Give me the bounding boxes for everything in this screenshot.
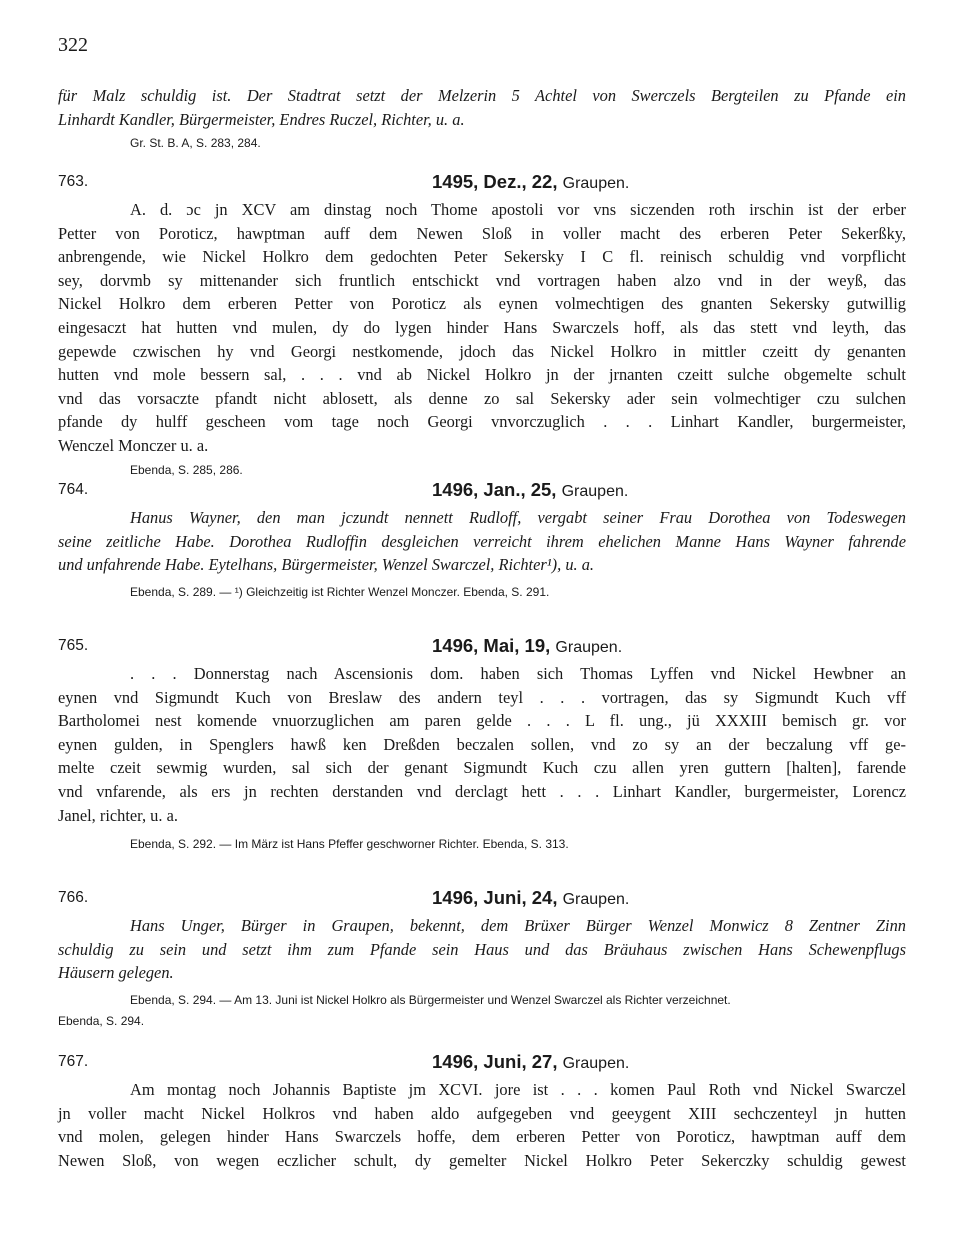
entry-line: . . . Donnerstag nach Ascensionis dom. haben sich Thomas Lyffen vnd Nickel Hewbner an [130, 664, 906, 683]
source-reference: Ebenda, S. 289. — ¹) Gleichzeitig ist Richter Wenzel Monczer. Ebenda, S. 291. [130, 585, 550, 599]
entry-line: hutten vnd mole bessern sal, . . . vnd ab Nickel Holkro jn der jrnanten czeitt sulche obgemelte schult [58, 365, 906, 385]
entry-line: Wenczel Monczer u. a. [58, 435, 209, 455]
entry-line: Petter von Poroticz, hawptman auff dem Newen Sloß in voller macht des erberen Peter Sekerßky, [58, 223, 906, 243]
entry-number: 766. [58, 889, 89, 906]
entry-place: Graupen. [562, 175, 630, 192]
entry-line: vnd molen, gelegen hinder Hans Swarczels hoffe, dem erberen Petter von Poroticz, hawptman auff dem [58, 1127, 906, 1147]
source-reference: Ebenda, S. 294. [58, 1014, 145, 1028]
entry-date-text: 1496, Jan., 25, [432, 479, 557, 500]
entry-line: anbrengende, wie Nickel Holkro dem gedochten Peter Sekersky I C fl. reinisch schuldig vnd vorpflicht [58, 247, 906, 267]
entry-line: Hans Unger, Bürger in Graupen, bekennt, dem Brüxer Bürger Wenzel Monwicz 8 Zentner Zinn [130, 916, 906, 935]
entry-date [432, 171, 629, 193]
entry-header [58, 889, 906, 915]
entry-date [432, 887, 629, 909]
entry-date-text: 1496, Juni, 24, [432, 887, 558, 908]
entry-place: Graupen. [562, 891, 630, 908]
entry-date-text: 1495, Dez., 22, [432, 171, 558, 192]
entry-body [58, 662, 906, 827]
entry-number: 764. [58, 481, 89, 498]
entry-line: Am montag noch Johannis Baptiste jm XCVI. jore ist . . . komen Paul Roth vnd Nickel Swarczel [130, 1080, 906, 1099]
entry-body [58, 198, 906, 458]
intro-line: für Malz schuldig ist. Der Stadtrat setzt der Melzerin 5 Achtel von Swerczels Bergteilen zu Pfande ein [58, 86, 906, 105]
entry-line: schuldig zu sein und setzt ihm zum Pfande sein Haus und das Bräuhaus zwischen Hans Schewenpflugs [58, 939, 906, 959]
intro-line: Linhardt Kandler, Bürgermeister, Endres Ruczel, Richter, u. a. [58, 109, 465, 129]
entry-line: pfande dy hulff gescheen vom tage noch Georgi vnvorczuglich . . . Linhart Kandler, burgermeister, [58, 412, 906, 432]
entry-line: Nickel Holkro dem erberen Petter von Poroticz als eynen volmechtigen des gnanten Sekersky gutwillig [58, 294, 906, 314]
entry-body [58, 914, 906, 985]
entry-number: 767. [58, 1053, 89, 1070]
entry-line: Hanus Wayner, den man jczundt nennett Rudloff, vergabt seiner Frau Dorothea von Todeswegen [130, 508, 906, 527]
entry-body [58, 506, 906, 577]
entry-line: und unfahrende Habe. Eytelhans, Bürgermeister, Wenzel Swarczel, Richter¹), u. a. [58, 555, 594, 575]
entry-date [432, 635, 622, 657]
entry-line: melte czeit sewmig wurden, sal sich der genant Sigmundt Kuch czu allen yren guttern [halten], farende [58, 758, 906, 778]
entry-line: jn voller macht Nickel Holkros vnd haben aldo aufgegeben vnd geeygent XIII sechczenteyl jn hutten [58, 1103, 906, 1123]
entry-header [58, 1053, 906, 1079]
entry-date-text: 1496, Juni, 27, [432, 1051, 558, 1072]
entry-body [58, 1078, 906, 1172]
source-reference: Ebenda, S. 285, 286. [130, 463, 243, 477]
entry-date [432, 1051, 629, 1073]
page-number: 322 [58, 34, 88, 56]
entry-line: vnd vnfarende, als ers jn rechten derstanden vnd derclagt hett . . . Linhart Kandler, burgermeister, Lorencz [58, 781, 906, 801]
entry-line: sey, dorvmb sy mittenander sich fruntlich entschickt vnd vortragen haben alzo vnd in der weyß, das [58, 270, 906, 290]
entry-header [58, 481, 906, 507]
source-reference: Ebenda, S. 294. — Am 13. Juni ist Nickel Holkro als Bürgermeister und Wenzel Swarczel als Richter verzeichnet. [130, 993, 731, 1007]
entry-line: eynen vnd Sigmundt Kuch von Breslaw des andern teyl . . . vortragen, das sy Sigmundt Kuch vff [58, 687, 906, 707]
entry-place: Graupen. [561, 483, 629, 500]
source-reference: Gr. St. B. A, S. 283, 284. [130, 136, 261, 150]
entry-line: eingesaczt hat hutten vnd mulen, dy do lygen hinder Hans Swarczels hoff, als das stett vnd leyth, das [58, 317, 906, 337]
entry-number: 763. [58, 173, 89, 190]
entry-line: Newen Sloß, von wegen eczlicher schult, dy gemelter Nickel Holkro Peter Sekerczky schuldig gewest [58, 1150, 906, 1170]
entry-line: Häusern gelegen. [58, 963, 174, 983]
entry-number: 765. [58, 637, 89, 654]
entry-date-text: 1496, Mai, 19, [432, 635, 551, 656]
source-reference: Ebenda, S. 292. — Im März ist Hans Pfeffer geschworner Richter. Ebenda, S. 313. [130, 837, 569, 851]
entry-line: vnd das vorsaczte pfandt nicht ablosett, als denne zo sal Sekersky ader sein volmechtiger czu sulchen [58, 388, 906, 408]
entry-date [432, 479, 628, 501]
entry-place: Graupen. [555, 639, 623, 656]
entry-header [58, 637, 906, 663]
entry-line: Bartholomei nest komende vnuorzuglichen am paren gelde . . . L fl. ung., jü XXXIII bemisch gr. vor [58, 711, 906, 731]
entry-header [58, 173, 906, 199]
entry-line: seine zeitliche Habe. Dorothea Rudloffin desgleichen verreicht ihrem ehelichen Manne Hans Wayner fahrende [58, 531, 906, 551]
intro-text [58, 84, 906, 131]
entry-line: eynen gulden, in Spenglers hawß ken Dreßden beczalen sollen, vnd zo sy an der beczalung vff ge- [58, 734, 906, 754]
entry-place: Graupen. [562, 1055, 630, 1072]
entry-line: A. d. ɔc jn XCV am dinstag noch Thome apostoli vor vns siczenden roth irschin ist der erber [130, 200, 906, 219]
entry-line: Janel, richter, u. a. [58, 805, 178, 825]
entry-line: gepewde czwischen hy vnd Georgi nestkomende, jdoch das Nickel Holkro in mittler czeitt dy genanten [58, 341, 906, 361]
